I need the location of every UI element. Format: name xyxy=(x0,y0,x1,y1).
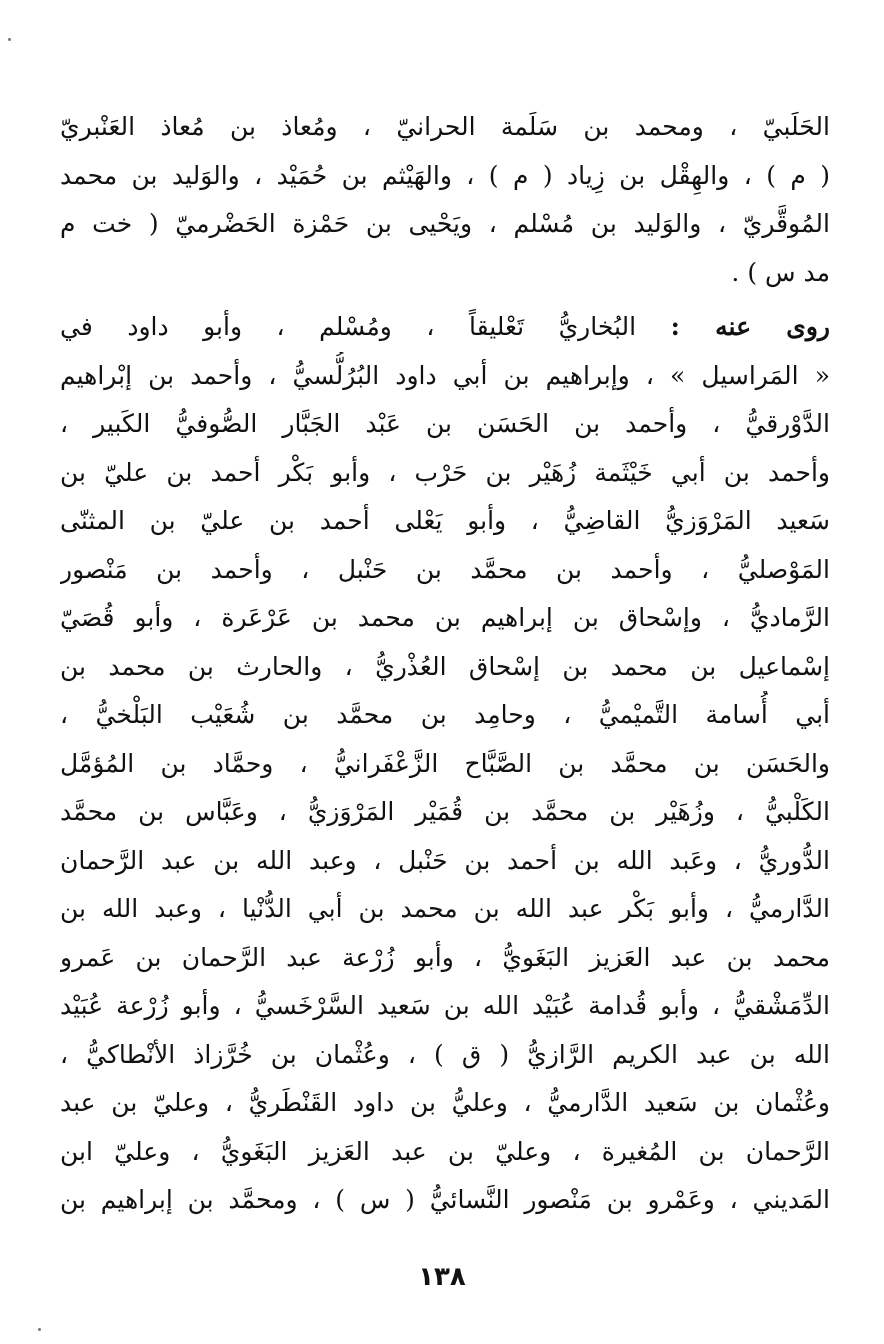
text-line: أبي أُسامة التَّميْميُّ ، وحامِد بن محمَّد بن شُعَيْب البَلْخيُّ ، xyxy=(60,700,830,729)
scan-speck xyxy=(8,38,11,41)
text-line: الدَّارميُّ ، وأبو بَكْر عبد الله بن محمد بن أبي الدُّنْيا ، وعبد الله بن xyxy=(60,894,830,923)
section-heading: روى عنه : xyxy=(670,312,830,341)
text-line: الدُّوريُّ ، وعَبد الله بن أحمد بن حَنْبل ، وعبد الله بن عبد الرَّحمان xyxy=(60,845,830,875)
text-line: المَديني ، وعَمْرو بن مَنْصور النَّسائيُّ ( س ) ، ومحمَّد بن إبراهيم بن xyxy=(60,1185,830,1214)
text-line: الرَّماديُّ ، وإسْحاق بن إبراهيم بن محمد بن عَرْعَرة ، وأبو قُصَيّ xyxy=(60,603,830,632)
text-line: مد س ) . xyxy=(731,257,830,287)
text-line: الدِّمَشْقيُّ ، وأبو قُدامة عُبَيْد الله بن سَعيد السَّرْخَسيُّ ، وأبو زُرْعة عُبَيْد xyxy=(60,991,830,1020)
text-line: وأحمد بن أبي خَيْثَمة زُهَيْر بن حَرْب ، وأبو بَكْر أحمد بن عليّ بن xyxy=(60,457,830,487)
text-line: « المَراسيل » ، وإبراهيم بن أبي داود البُرُلُّسيُّ ، وأحمد بن إبْراهيم xyxy=(60,360,830,390)
page-number: ١٣٨ xyxy=(418,1262,466,1292)
text-line: إسْماعيل بن محمد بن إسْحاق العُذْريُّ ، والحارث بن محمد بن xyxy=(60,651,830,681)
text-line: الرَّحمان بن المُغيرة ، وعليّ بن عبد العَزيز البَغَويُّ ، وعليّ ابن xyxy=(60,1136,830,1166)
text-line: الكَلْبيُّ ، وزُهَيْر بن محمَّد بن قُمَيْر المَرْوَزيُّ ، وعَبَّاس بن محمَّد xyxy=(60,797,830,826)
text-line: وعُثْمان بن سَعيد الدَّارميُّ ، وعليُّ بن داود القَنْطَريُّ ، وعليّ بن عبد xyxy=(60,1088,830,1117)
text-line: الدَّوْرقيُّ ، وأحمد بن الحَسَن بن عَبْد الجَبَّار الصُّوفيُّ الكَبير ، xyxy=(60,409,830,438)
text-line: الحَلَبيّ ، ومحمد بن سَلَمة الحرانيّ ، ومُعاذ بن مُعاذ العَنْبريّ xyxy=(60,112,830,141)
text-line-lead xyxy=(60,303,830,352)
text-line: سَعيد المَرْوَزيُّ القاضِيُّ ، وأبو يَعْلى أحمد بن عليّ بن المثنّى xyxy=(60,506,830,535)
text-line: محمد بن عبد العَزيز البَغَويُّ ، وأبو زُرْعة عبد الرَّحمان بن عَمرو xyxy=(60,942,830,972)
text-line: ( م ) ، والهِقْل بن زِياد ( م ) ، والهَيْثم بن حُمَيْد ، والوَليد بن محمد xyxy=(60,160,830,190)
text-fragment: البُخاريُّ تَعْليقاً ، ومُسْلم ، وأبو داود في xyxy=(60,312,671,341)
text-line: والحَسَن بن محمَّد بن الصَّبَّاح الزَّعْفَرانيُّ ، وحمَّاد بن المُؤمَّل xyxy=(60,748,830,778)
paragraph-narrators-continued xyxy=(60,103,830,297)
text-line: المُوقَّريّ ، والوَليد بن مُسْلم ، ويَحْيى بن حَمْزة الحَضْرميّ ( خت م xyxy=(60,209,830,238)
text-line: الله بن عبد الكريم الرَّازيُّ ( ق ) ، وعُثْمان بن خُرَّزاذ الأنْطاكيُّ ، xyxy=(60,1039,830,1069)
text-line: المَوْصليُّ ، وأحمد بن محمَّد بن حَنْبل ، وأحمد بن مَنْصور xyxy=(60,554,830,584)
scan-speck xyxy=(38,1328,41,1331)
paragraph-narrated-from-him xyxy=(60,303,830,1225)
